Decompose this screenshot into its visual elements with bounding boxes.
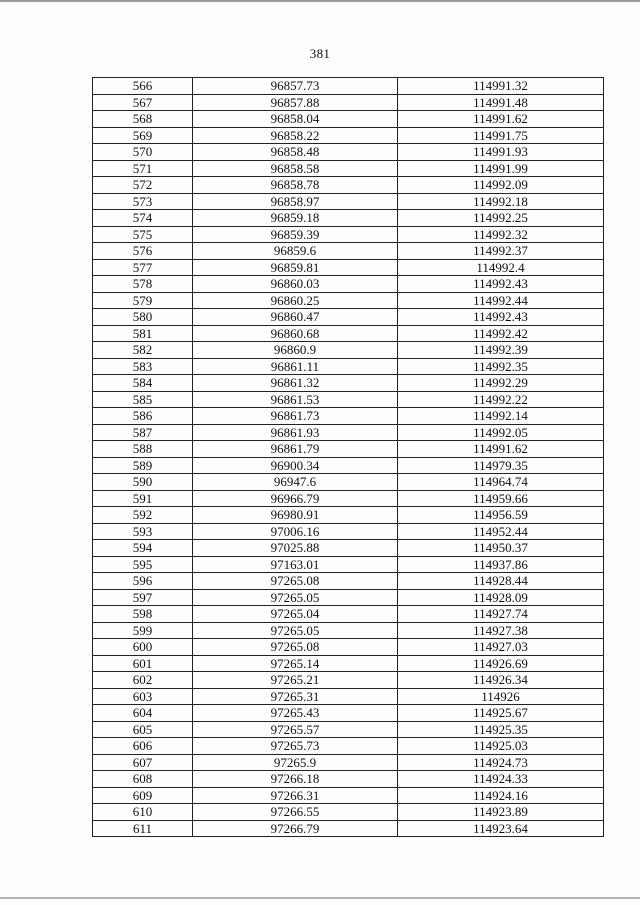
point-number-cell: 586 [93, 408, 193, 425]
y-coordinate-cell: 114991.99 [398, 160, 604, 177]
point-number-cell: 592 [93, 507, 193, 524]
point-number-cell: 579 [93, 292, 193, 309]
x-coordinate-cell: 97265.14 [193, 655, 398, 672]
table-row [93, 655, 604, 672]
y-coordinate-cell: 114928.44 [398, 573, 604, 590]
table-row [93, 144, 604, 161]
x-coordinate-cell: 96859.81 [193, 259, 398, 276]
y-coordinate-cell: 114925.03 [398, 738, 604, 755]
table-row [93, 226, 604, 243]
x-coordinate-cell: 96858.48 [193, 144, 398, 161]
y-coordinate-cell: 114924.33 [398, 771, 604, 788]
y-coordinate-cell: 114992.29 [398, 375, 604, 392]
y-coordinate-cell: 114991.75 [398, 127, 604, 144]
table-row [93, 127, 604, 144]
table-row [93, 292, 604, 309]
x-coordinate-cell: 97265.57 [193, 721, 398, 738]
table-row [93, 622, 604, 639]
x-coordinate-cell: 96857.73 [193, 78, 398, 95]
point-number-cell: 575 [93, 226, 193, 243]
point-number-cell: 590 [93, 474, 193, 491]
y-coordinate-cell: 114992.09 [398, 177, 604, 194]
table-row [93, 375, 604, 392]
table-row [93, 820, 604, 837]
x-coordinate-cell: 96861.11 [193, 358, 398, 375]
point-number-cell: 606 [93, 738, 193, 755]
point-number-cell: 599 [93, 622, 193, 639]
x-coordinate-cell: 97265.73 [193, 738, 398, 755]
point-number-cell: 578 [93, 276, 193, 293]
y-coordinate-cell: 114992.35 [398, 358, 604, 375]
point-number-cell: 594 [93, 540, 193, 557]
table-row [93, 276, 604, 293]
x-coordinate-cell: 96861.93 [193, 424, 398, 441]
table-row [93, 160, 604, 177]
point-number-cell: 587 [93, 424, 193, 441]
y-coordinate-cell: 114992.44 [398, 292, 604, 309]
page-bottom-edge [0, 897, 640, 899]
x-coordinate-cell: 96900.34 [193, 457, 398, 474]
point-number-cell: 595 [93, 556, 193, 573]
table-row [93, 573, 604, 590]
y-coordinate-cell: 114937.86 [398, 556, 604, 573]
table-row [93, 787, 604, 804]
coordinates-table [92, 77, 604, 837]
point-number-cell: 609 [93, 787, 193, 804]
point-number-cell: 572 [93, 177, 193, 194]
y-coordinate-cell: 114992.37 [398, 243, 604, 260]
table-row [93, 540, 604, 557]
table-row [93, 325, 604, 342]
x-coordinate-cell: 97163.01 [193, 556, 398, 573]
y-coordinate-cell: 114926 [398, 688, 604, 705]
table-row [93, 78, 604, 95]
y-coordinate-cell: 114992.18 [398, 193, 604, 210]
table-row [93, 589, 604, 606]
page-number: 381 [309, 46, 331, 61]
x-coordinate-cell: 97265.08 [193, 639, 398, 656]
table-row [93, 556, 604, 573]
table-row [93, 688, 604, 705]
x-coordinate-cell: 96859.6 [193, 243, 398, 260]
y-coordinate-cell: 114991.62 [398, 441, 604, 458]
y-coordinate-cell: 114924.73 [398, 754, 604, 771]
table-row [93, 243, 604, 260]
table-row [93, 408, 604, 425]
point-number-cell: 600 [93, 639, 193, 656]
point-number-cell: 603 [93, 688, 193, 705]
table-row [93, 210, 604, 227]
page-top-edge [0, 0, 640, 2]
table-row [93, 606, 604, 623]
point-number-cell: 589 [93, 457, 193, 474]
table-row [93, 705, 604, 722]
y-coordinate-cell: 114992.43 [398, 309, 604, 326]
table-row [93, 259, 604, 276]
y-coordinate-cell: 114956.59 [398, 507, 604, 524]
table-row [93, 94, 604, 111]
x-coordinate-cell: 96947.6 [193, 474, 398, 491]
point-number-cell: 591 [93, 490, 193, 507]
point-number-cell: 604 [93, 705, 193, 722]
y-coordinate-cell: 114923.64 [398, 820, 604, 837]
y-coordinate-cell: 114992.22 [398, 391, 604, 408]
table-row [93, 771, 604, 788]
x-coordinate-cell: 96861.79 [193, 441, 398, 458]
point-number-cell: 576 [93, 243, 193, 260]
table-row [93, 490, 604, 507]
x-coordinate-cell: 96980.91 [193, 507, 398, 524]
table-row [93, 639, 604, 656]
x-coordinate-cell: 96861.53 [193, 391, 398, 408]
x-coordinate-cell: 96860.9 [193, 342, 398, 359]
y-coordinate-cell: 114992.14 [398, 408, 604, 425]
y-coordinate-cell: 114991.48 [398, 94, 604, 111]
x-coordinate-cell: 96857.88 [193, 94, 398, 111]
x-coordinate-cell: 96859.18 [193, 210, 398, 227]
y-coordinate-cell: 114992.42 [398, 325, 604, 342]
point-number-cell: 570 [93, 144, 193, 161]
y-coordinate-cell: 114926.69 [398, 655, 604, 672]
x-coordinate-cell: 96858.97 [193, 193, 398, 210]
y-coordinate-cell: 114925.67 [398, 705, 604, 722]
x-coordinate-cell: 97266.18 [193, 771, 398, 788]
x-coordinate-cell: 97265.05 [193, 622, 398, 639]
x-coordinate-cell: 96860.68 [193, 325, 398, 342]
y-coordinate-cell: 114927.74 [398, 606, 604, 623]
table-row [93, 754, 604, 771]
y-coordinate-cell: 114992.43 [398, 276, 604, 293]
x-coordinate-cell: 96860.25 [193, 292, 398, 309]
y-coordinate-cell: 114964.74 [398, 474, 604, 491]
y-coordinate-cell: 114950.37 [398, 540, 604, 557]
point-number-cell: 597 [93, 589, 193, 606]
point-number-cell: 598 [93, 606, 193, 623]
point-number-cell: 582 [93, 342, 193, 359]
point-number-cell: 577 [93, 259, 193, 276]
table-row [93, 342, 604, 359]
table-row [93, 309, 604, 326]
y-coordinate-cell: 114928.09 [398, 589, 604, 606]
x-coordinate-cell: 96966.79 [193, 490, 398, 507]
table-row [93, 111, 604, 128]
table-row [93, 523, 604, 540]
x-coordinate-cell: 96861.32 [193, 375, 398, 392]
point-number-cell: 574 [93, 210, 193, 227]
table-row [93, 721, 604, 738]
x-coordinate-cell: 97266.79 [193, 820, 398, 837]
y-coordinate-cell: 114925.35 [398, 721, 604, 738]
point-number-cell: 581 [93, 325, 193, 342]
point-number-cell: 569 [93, 127, 193, 144]
table-row [93, 358, 604, 375]
table-row [93, 507, 604, 524]
y-coordinate-cell: 114992.4 [398, 259, 604, 276]
point-number-cell: 584 [93, 375, 193, 392]
y-coordinate-cell: 114992.39 [398, 342, 604, 359]
point-number-cell: 580 [93, 309, 193, 326]
point-number-cell: 566 [93, 78, 193, 95]
table-row [93, 738, 604, 755]
x-coordinate-cell: 97265.43 [193, 705, 398, 722]
x-coordinate-cell: 96861.73 [193, 408, 398, 425]
y-coordinate-cell: 114992.32 [398, 226, 604, 243]
table-row [93, 672, 604, 689]
table-row [93, 474, 604, 491]
table-row [93, 424, 604, 441]
point-number-cell: 601 [93, 655, 193, 672]
x-coordinate-cell: 97265.08 [193, 573, 398, 590]
point-number-cell: 588 [93, 441, 193, 458]
point-number-cell: 602 [93, 672, 193, 689]
y-coordinate-cell: 114926.34 [398, 672, 604, 689]
x-coordinate-cell: 96858.22 [193, 127, 398, 144]
point-number-cell: 568 [93, 111, 193, 128]
x-coordinate-cell: 97006.16 [193, 523, 398, 540]
x-coordinate-cell: 97266.31 [193, 787, 398, 804]
table-row [93, 441, 604, 458]
table-row [93, 804, 604, 821]
table-row [93, 391, 604, 408]
table-row [93, 457, 604, 474]
x-coordinate-cell: 97265.21 [193, 672, 398, 689]
point-number-cell: 571 [93, 160, 193, 177]
y-coordinate-cell: 114992.05 [398, 424, 604, 441]
point-number-cell: 573 [93, 193, 193, 210]
point-number-cell: 585 [93, 391, 193, 408]
x-coordinate-cell: 96859.39 [193, 226, 398, 243]
y-coordinate-cell: 114992.25 [398, 210, 604, 227]
x-coordinate-cell: 96858.58 [193, 160, 398, 177]
point-number-cell: 567 [93, 94, 193, 111]
x-coordinate-cell: 97265.05 [193, 589, 398, 606]
y-coordinate-cell: 114927.03 [398, 639, 604, 656]
y-coordinate-cell: 114952.44 [398, 523, 604, 540]
point-number-cell: 608 [93, 771, 193, 788]
y-coordinate-cell: 114923.89 [398, 804, 604, 821]
point-number-cell: 593 [93, 523, 193, 540]
point-number-cell: 596 [93, 573, 193, 590]
x-coordinate-cell: 97265.04 [193, 606, 398, 623]
y-coordinate-cell: 114927.38 [398, 622, 604, 639]
table-row [93, 177, 604, 194]
y-coordinate-cell: 114959.66 [398, 490, 604, 507]
point-number-cell: 610 [93, 804, 193, 821]
point-number-cell: 583 [93, 358, 193, 375]
x-coordinate-cell: 96858.04 [193, 111, 398, 128]
x-coordinate-cell: 96860.47 [193, 309, 398, 326]
x-coordinate-cell: 97265.9 [193, 754, 398, 771]
x-coordinate-cell: 97025.88 [193, 540, 398, 557]
table-row [93, 193, 604, 210]
point-number-cell: 611 [93, 820, 193, 837]
x-coordinate-cell: 97265.31 [193, 688, 398, 705]
coordinates-table-body [93, 78, 604, 837]
y-coordinate-cell: 114991.93 [398, 144, 604, 161]
x-coordinate-cell: 96858.78 [193, 177, 398, 194]
point-number-cell: 605 [93, 721, 193, 738]
y-coordinate-cell: 114924.16 [398, 787, 604, 804]
y-coordinate-cell: 114991.32 [398, 78, 604, 95]
x-coordinate-cell: 97266.55 [193, 804, 398, 821]
x-coordinate-cell: 96860.03 [193, 276, 398, 293]
y-coordinate-cell: 114991.62 [398, 111, 604, 128]
y-coordinate-cell: 114979.35 [398, 457, 604, 474]
point-number-cell: 607 [93, 754, 193, 771]
